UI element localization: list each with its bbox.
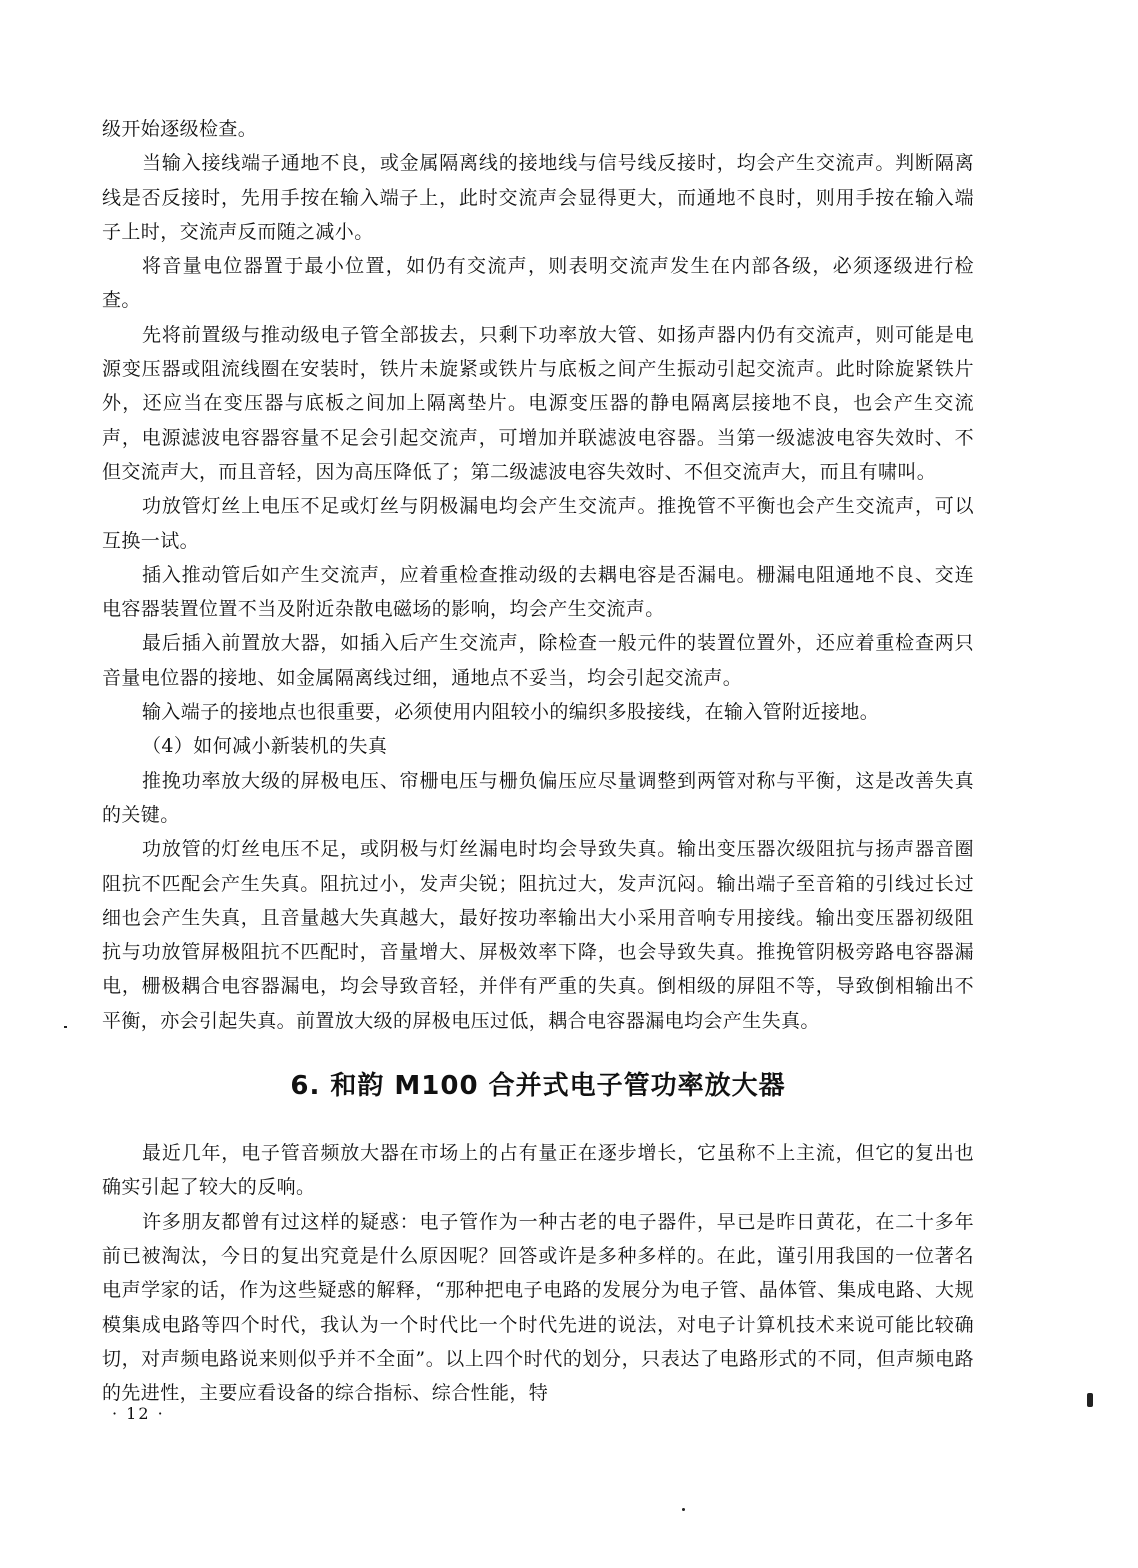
scan-speck: [682, 1508, 685, 1511]
scan-speck: [64, 1026, 67, 1028]
paragraph: （4）如何减小新装机的失真: [142, 735, 388, 758]
paragraphs-before-heading: [102, 112, 974, 1038]
body-text: [102, 112, 974, 1410]
paragraph: 输入端子的接地点也很重要，必须使用内阻较小的编织多股接线，在输入管附近接地。: [142, 701, 880, 724]
paragraph: 功放管的灯丝电压不足，或阴极与灯丝漏电时均会导致失真。输出变压器次级阻抗与扬声器音圈阻抗不匹配会产生失真。阻抗过小，发声尖锐；阻抗过大，发声沉闷。输出端子至音箱的引线过长过细也会产生失真，且音量越大失真越大，最好按功率输出大小采用音响专用接线。输出变压器初级阻抗与功放管屏极阻抗不匹配时，音量增大、屏极效率下降，也会导致失真。推挽管阴极旁路电容器漏电，栅极耦合电容器漏电，均会导致音轻，并伴有严重的失真。倒相级的屏阻不等，导致倒相输出不平衡，亦会引起失真。前置放大级的屏极电压过低，耦合电容器漏电均会产生失真。: [102, 838, 974, 1032]
paragraph: 当输入接线端子通地不良，或金属隔离线的接地线与信号线反接时，均会产生交流声。判断隔离线是否反接时，先用手按在输入端子上，此时交流声会显得更大，而通地不良时，则用手按在输入端子上时，交流声反而随之减小。: [102, 152, 974, 243]
section-heading: 6. 和韵 M100 合并式电子管功率放大器: [290, 1071, 786, 1102]
scan-speck: [1087, 1393, 1093, 1407]
paragraph: 将音量电位器置于最小位置，如仍有交流声，则表明交流声发生在内部各级，必须逐级进行检查。: [102, 255, 974, 312]
paragraph: 最后插入前置放大器，如插入后产生交流声，除检查一般元件的装置位置外，还应着重检查两只音量电位器的接地、如金属隔离线过细，通地点不妥当，均会引起交流声。: [102, 632, 974, 689]
paragraph: 级开始逐级检查。: [102, 118, 258, 140]
paragraph: 许多朋友都曾有过这样的疑惑：电子管作为一种古老的电子器件，早已是昨日黄花，在二十多年前已被淘汰，今日的复出究竟是什么原因呢？回答或许是多种多样的。在此，谨引用我国的一位著名电声学家的话，作为这些疑惑的解释，“那种把电子电路的发展分为电子管、晶体管、集成电路、大规模集成电路等四个时代，我认为一个时代比一个时代先进的说法，对电子计算机技术来说可能比较确切，对声频电路说来则似乎并不全面”。以上四个时代的划分，只表达了电路形式的不同，但声频电路的先进性，主要应看设备的综合指标、综合性能，特: [102, 1210, 974, 1405]
paragraph: 功放管灯丝上电压不足或灯丝与阴极漏电均会产生交流声。推挽管不平衡也会产生交流声，可以互换一试。: [102, 495, 974, 552]
paragraph: 最近几年，电子管音频放大器在市场上的占有量正在逐步增长，它虽称不上主流，但它的复出也确实引起了较大的反响。: [102, 1142, 974, 1199]
page-number: · 12 ·: [112, 1404, 165, 1423]
paragraph: 插入推动管后如产生交流声，应着重检查推动级的去耦电容是否漏电。栅漏电阻通地不良、交连电容器装置位置不当及附近杂散电磁场的影响，均会产生交流声。: [102, 563, 974, 621]
paragraph: 先将前置级与推动级电子管全部拔去，只剩下功率放大管、如扬声器内仍有交流声，则可能是电源变压器或阻流线圈在安装时，铁片未旋紧或铁片与底板之间产生振动引起交流声。此时除旋紧铁片外，还应当在变压器与底板之间加上隔离垫片。电源变压器的静电隔离层接地不良，也会产生交流声，电源滤波电容器容量不足会引起交流声，可增加并联滤波电容器。当第一级滤波电容失效时、不但交流声大，而且音轻，因为高压降低了；第二级滤波电容失效时、不但交流声大，而且有啸叫。: [102, 323, 974, 483]
paragraphs-after-heading: [102, 1136, 974, 1410]
paragraph: 推挽功率放大级的屏极电压、帘栅电压与栅负偏压应尽量调整到两管对称与平衡，这是改善失真的关键。: [102, 769, 974, 826]
